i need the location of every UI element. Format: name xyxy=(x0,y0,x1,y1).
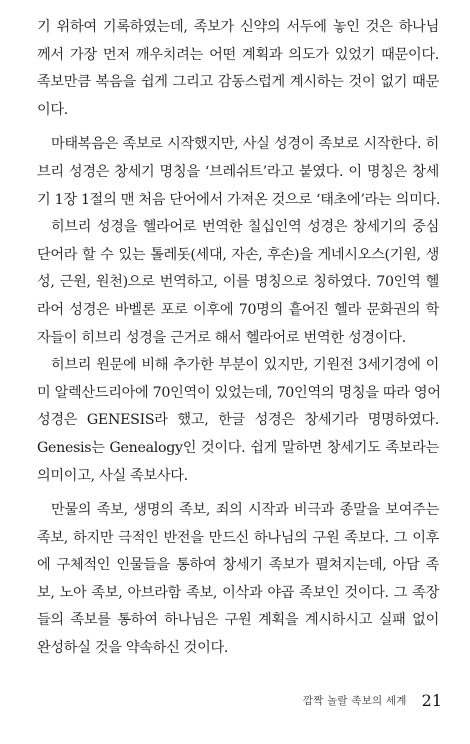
text-line: Genesis는 Genealogy인 것이다. 쉽게 말하면 창세기도 족보라는 xyxy=(37,439,439,456)
text-line: 성, 근원, 원천)으로 번역하고, 이를 명칭으로 칭하였다. 70인역 헬 xyxy=(37,274,439,291)
page-number: 21 xyxy=(421,691,442,710)
text-line: 라어 성경은 바벨론 포로 이후에 70명의 흩어진 헬라 문화권의 학 xyxy=(37,301,439,318)
page-footer xyxy=(0,690,442,710)
text-line: 만물의 족보, 생명의 족보, 죄의 시작과 비극과 종말을 보여주는 xyxy=(51,502,439,519)
text-line: 성경은 GENESIS라 했고, 한글 성경은 창세기라 명명하였다. xyxy=(37,412,439,429)
text-line: 히브리 원문에 비해 추가한 부분이 있지만, 기원전 3세기경에 이 xyxy=(51,357,439,374)
text-line: 브리 성경은 창세기 명칭을 ‘브레쉬트’라고 붙였다. 이 명칭은 창세 xyxy=(37,163,439,180)
paragraph-1 xyxy=(37,14,439,124)
text-line: 기 위하여 기록하였는데, 족보가 신약의 서두에 놓인 것은 하나님 xyxy=(37,19,439,35)
text-line: 족보만큼 복음을 쉽게 그리고 감동스럽게 계시하는 것이 없기 때문 xyxy=(37,74,439,91)
text-line: 에 구체적인 인물들을 통하여 창세기 족보가 펼쳐지는데, 아담 족 xyxy=(37,557,439,574)
paragraph-2 xyxy=(37,131,439,490)
text-line: 단어라 할 수 있는 톨레돗(세대, 자손, 후손)을 게네시오스(기원, 생 xyxy=(37,246,439,263)
text-line: 미 알렉산드리아에 70인역이 있었는데, 70인역의 명칭을 따라 영어 xyxy=(37,384,441,401)
text-line: 마태복음은 족보로 시작했지만, 사실 성경이 족보로 시작한다. 히 xyxy=(51,136,439,153)
text-line: 보, 노아 족보, 아브라함 족보, 이삭과 야곱 족보인 것이다. 그 족장 xyxy=(37,584,439,601)
running-title: 깜짝 놀랄 족보의 세계 xyxy=(302,695,407,707)
text-line: 들의 족보를 통하여 하나님은 구원 계획을 계시하시고 실패 없이 xyxy=(37,612,439,629)
text-line: 자들이 히브리 성경을 근거로 해서 헬라어로 번역한 성경이다. xyxy=(37,329,406,346)
text-line: 완성하실 것을 약속하신 것이다. xyxy=(37,640,229,657)
text-line: 기 1장 1절의 맨 처음 단어에서 가져온 것으로 ‘태초에’라는 의미다. xyxy=(37,191,441,208)
text-line: 이다. xyxy=(37,101,69,118)
paragraph-3 xyxy=(37,497,439,663)
text-line: 의미이고, 사실 족보사다. xyxy=(37,467,188,484)
body-text xyxy=(37,14,439,663)
text-line: 께서 가장 먼저 깨우치려는 어떤 계획과 의도가 있었기 때문이다. xyxy=(37,46,439,63)
text-line: 족보, 하지만 극적인 반전을 만드신 하나님의 구원 족보다. 그 이후 xyxy=(37,529,439,546)
text-line: 히브리 성경을 헬라어로 번역한 칠십인역 성경은 창세기의 중심 xyxy=(51,219,439,236)
